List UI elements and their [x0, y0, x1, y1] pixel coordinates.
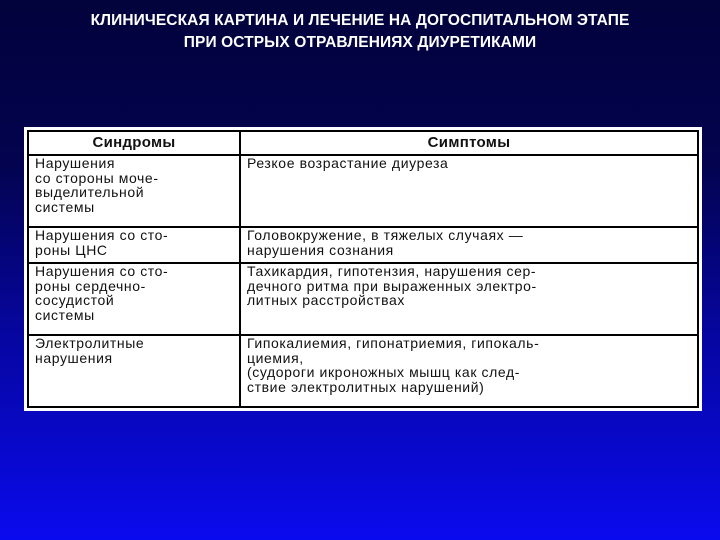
table-row [28, 263, 698, 335]
symptoms-table [27, 130, 699, 408]
syndrome-cell: Нарушения со сто- роны сердечно- сосудистой системы [28, 263, 240, 335]
table-row [28, 155, 698, 227]
table-row [28, 335, 698, 407]
symptoms-table-container [24, 127, 702, 411]
table-header-row [28, 131, 698, 155]
header-syndromes: Синдромы [28, 131, 240, 155]
title-line-2: ПРИ ОСТРЫХ ОТРАВЛЕНИЯХ ДИУРЕТИКАМИ [183, 34, 537, 51]
table-row [28, 227, 698, 263]
header-symptoms: Симптомы [240, 131, 698, 155]
syndrome-cell: Нарушения со сто- роны ЦНС [28, 227, 240, 263]
syndrome-cell: Нарушения со стороны моче- выделительной системы [28, 155, 240, 227]
symptom-cell: Головокружение, в тяжелых случаях — нарушения сознания [240, 227, 698, 263]
syndrome-cell: Электролитные нарушения [28, 335, 240, 407]
symptom-cell: Резкое возрастание диуреза [240, 155, 698, 227]
symptom-cell: Гипокалиемия, гипонатриемия, гипокаль- циемия, (судороги икроножных мышц как след- ствие электролитных нарушений) [240, 335, 698, 407]
title-line-1: КЛИНИЧЕСКАЯ КАРТИНА И ЛЕЧЕНИЕ НА ДОГОСПИТАЛЬНОМ ЭТАПЕ [90, 12, 630, 29]
symptom-cell: Тахикардия, гипотензия, нарушения сер- дечного ритма при выраженных электро- литных расстройствах [240, 263, 698, 335]
slide-title [0, 10, 720, 54]
